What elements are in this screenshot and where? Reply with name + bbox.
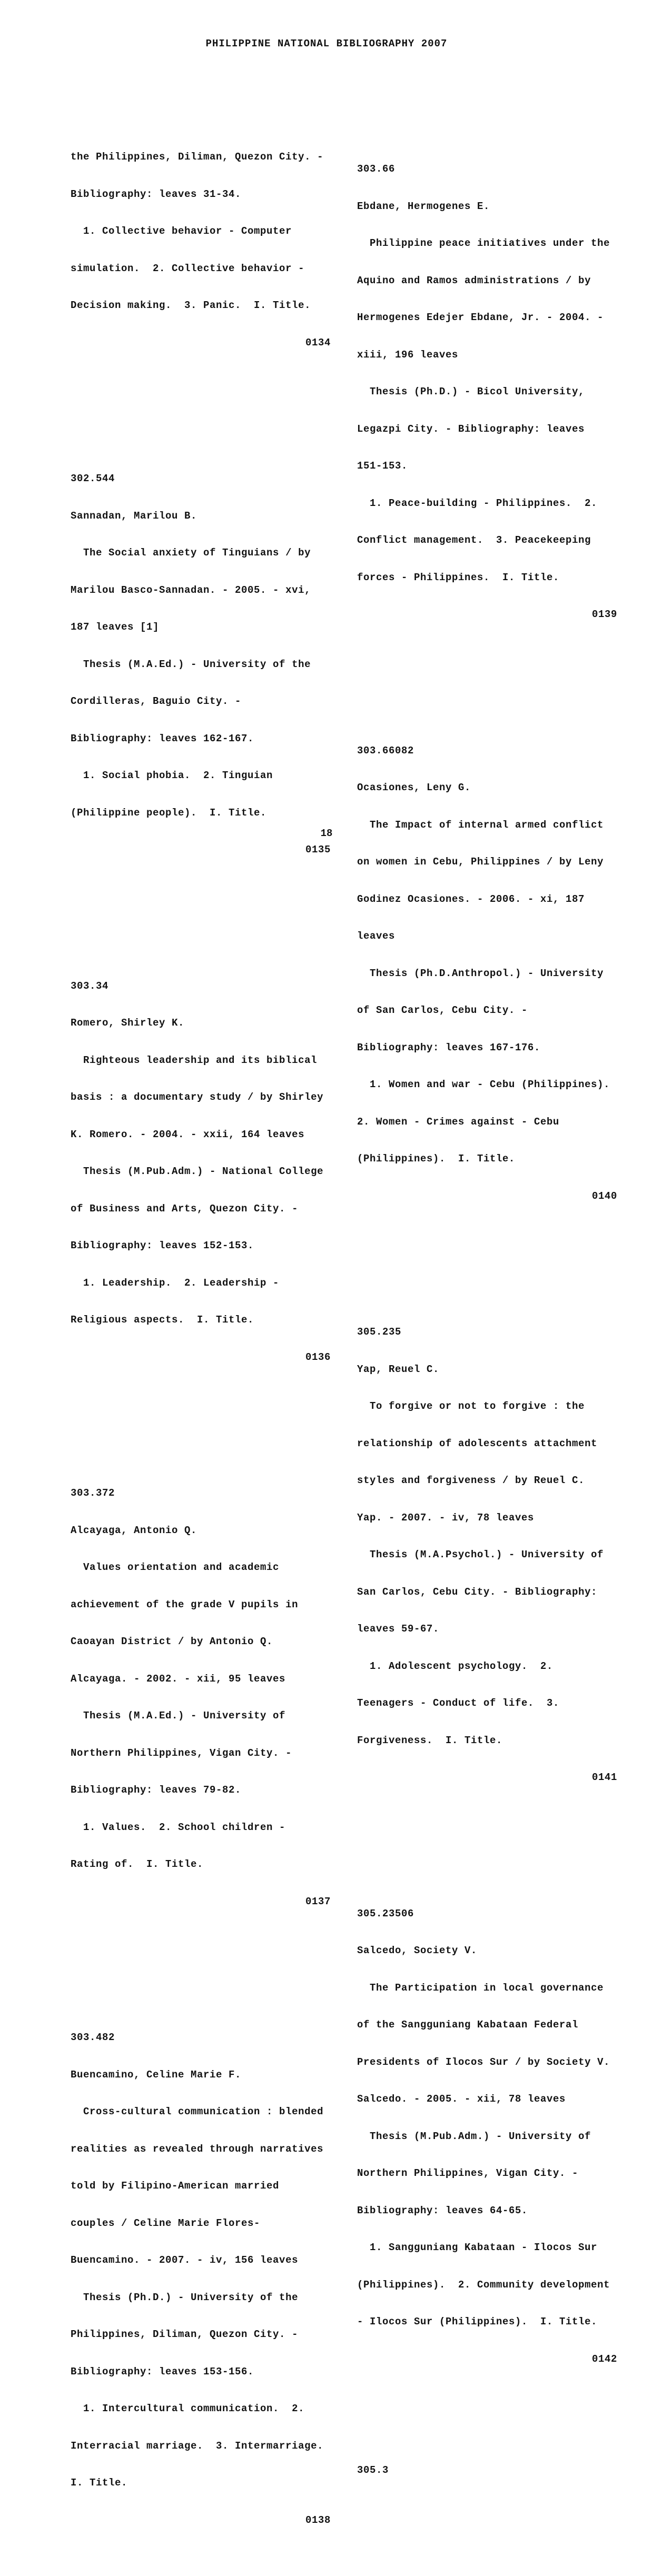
entry-line: Values orientation and academic <box>71 1561 280 1573</box>
entry-line: Thesis (Ph.D.) - Bicol University, <box>357 386 585 397</box>
entry-line: 1. Social phobia. 2. Tinguian <box>71 770 273 781</box>
entry-line: leaves <box>357 930 395 942</box>
entry-line: Teenagers - Conduct of life. 3. <box>357 1697 560 1709</box>
entry-line: 1. Women and war - Cebu (Philippines). <box>357 1079 610 1090</box>
entry-line: of the Sangguniang Kabataan Federal <box>357 2019 579 2031</box>
entry-line: on women in Cebu, Philippines / by Leny <box>357 856 604 868</box>
entry-line: - Ilocos Sur (Philippines). I. Title. <box>357 2316 598 2328</box>
entry-number: 0140 <box>591 1190 617 1202</box>
entry-line: Bibliography: leaves 79-82. <box>71 1784 242 1796</box>
entry-line: Northern Philippines, Vigan City. - <box>71 1747 292 1759</box>
entry-line: styles and forgiveness / by Reuel C. <box>357 1475 585 1486</box>
entry-line: San Carlos, Cebu City. - Bibliography: <box>357 1586 598 1598</box>
continued-entry <box>71 126 334 374</box>
entry-line: of San Carlos, Cebu City. - <box>357 1004 528 1016</box>
entry-line: (Philippines). 2. Community development <box>357 2279 610 2291</box>
entry-line: Bibliography: leaves 153-156. <box>71 2365 254 2378</box>
entry-line: Presidents of Ilocos Sur / by Society V. <box>357 2056 610 2068</box>
entry-line: Salcedo. - 2005. - xii, 78 leaves <box>357 2093 566 2105</box>
author: Ocasiones, Leny G. <box>357 782 471 793</box>
class-number: 303.482 <box>71 2032 115 2043</box>
entry-line: leaves 59-67. <box>357 1623 440 1635</box>
entry-line: Northern Philippines, Vigan City. - <box>357 2167 579 2179</box>
entry-line: 151-153. <box>357 460 408 472</box>
class-number: 303.66082 <box>357 744 414 757</box>
bibliography-entry <box>71 2007 334 2551</box>
entry-number: 0142 <box>591 2353 617 2365</box>
entry-line: Forgiveness. I. Title. <box>357 1734 503 1746</box>
page-header: PHILIPPINE NATIONAL BIBLIOGRAPHY 2007 <box>205 38 448 49</box>
entry-line: 1. Intercultural communication. 2. <box>71 2403 305 2414</box>
entry-number: 0138 <box>305 2514 331 2526</box>
right-column <box>357 114 620 2502</box>
entry-line: Thesis (M.A.Ed.) - University of the <box>71 658 311 670</box>
entry-line: (Philippine people). I. Title. <box>71 807 267 819</box>
bibliography-entry <box>71 956 334 1389</box>
entry-line: Buencamino. - 2007. - iv, 156 leaves <box>71 2254 299 2266</box>
entry-line: 1. Peace-building - Philippines. 2. <box>357 497 598 509</box>
entry-line: basis : a documentary study / by Shirley <box>71 1091 324 1103</box>
entry-line: Marilou Basco-Sannadan. - 2005. - xvi, <box>71 584 311 596</box>
entry-line: Bibliography: leaves 162-167. <box>71 732 254 744</box>
class-number: 305.23506 <box>357 1907 414 1919</box>
entry-line: 1. Collective behavior - Computer <box>71 225 292 237</box>
entry-line: the Philippines, Diliman, Quezon City. - <box>71 151 324 163</box>
class-number: 305.235 <box>357 1326 402 1338</box>
entry-line: told by Filipino-American married <box>71 2180 280 2192</box>
entry-line: Hermogenes Edejer Ebdane, Jr. - 2004. - <box>357 312 604 323</box>
entry-line: Righteous leadership and its biblical <box>71 1054 318 1066</box>
entry-line: The Impact of internal armed conflict <box>357 819 604 831</box>
bibliography-entry <box>357 1301 620 1809</box>
entry-line: Thesis (M.A.Psychol.) - University of <box>357 1549 604 1560</box>
entry-line: To forgive or not to forgive : the <box>357 1400 585 1412</box>
entry-line: 2. Women - Crimes against - Cebu <box>357 1116 560 1128</box>
entry-line: Godinez Ocasiones. - 2006. - xi, 187 <box>357 893 585 905</box>
entry-line: The Social anxiety of Tinguians / by <box>71 547 311 559</box>
entry-line: Rating of. I. Title. <box>71 1858 204 1870</box>
entry-line: forces - Philippines. I. Title. <box>357 571 560 583</box>
entry-line: relationship of adolescents attachment <box>357 1437 598 1449</box>
bibliography-entry <box>357 720 620 1228</box>
entry-line: (Philippines). I. Title. <box>357 1153 516 1165</box>
entry-number: 0135 <box>305 844 331 856</box>
entry-line: Interracial marriage. 3. Intermarriage. <box>71 2440 324 2452</box>
entry-number: 0134 <box>305 336 331 349</box>
entry-line: xiii, 196 leaves <box>357 349 459 361</box>
entry-line: Decision making. 3. Panic. I. Title. <box>71 300 311 311</box>
entry-line: of Business and Arts, Quezon City. - <box>71 1202 299 1215</box>
next-class-number: 305.3 <box>357 2464 389 2476</box>
entry-number: 0139 <box>591 609 617 620</box>
class-number: 303.66 <box>357 163 395 175</box>
class-number: 302.544 <box>71 473 115 484</box>
entry-line: 187 leaves [1] <box>71 621 160 633</box>
entry-line: Caoayan District / by Antonio Q. <box>71 1636 273 1647</box>
entry-line: Bibliography: leaves 167-176. <box>357 1041 541 1053</box>
entry-number: 0141 <box>591 1772 617 1783</box>
author: Alcayaga, Antonio Q. <box>71 1524 197 1536</box>
author: Romero, Shirley K. <box>71 1017 185 1029</box>
entry-line: 1. Adolescent psychology. 2. <box>357 1660 553 1672</box>
entry-line: achievement of the grade V pupils in <box>71 1598 299 1610</box>
author: Ebdane, Hermogenes E. <box>357 200 490 212</box>
entry-line: simulation. 2. Collective behavior - <box>71 262 305 274</box>
entry-line: Philippine peace initiatives under the <box>357 237 610 249</box>
entry-line: Alcayaga. - 2002. - xii, 95 leaves <box>71 1673 286 1685</box>
entry-line: 1. Leadership. 2. Leadership - <box>71 1277 280 1289</box>
entry-line: Thesis (Ph.D.) - University of the <box>71 2291 299 2303</box>
entry-line: Bibliography: leaves 152-153. <box>71 1240 254 1251</box>
entry-line: Philippines, Diliman, Quezon City. - <box>71 2329 299 2340</box>
entry-line: Conflict management. 3. Peacekeeping <box>357 534 591 546</box>
entry-line: realities as revealed through narratives <box>71 2143 324 2155</box>
entry-line: 1. Sangguniang Kabataan - Ilocos Sur <box>357 2242 598 2253</box>
author: Sannadan, Marilou B. <box>71 510 197 522</box>
entry-line: I. Title. <box>71 2477 128 2489</box>
entry-line: Thesis (M.Pub.Adm.) - National College <box>71 1166 324 1177</box>
entry-line: K. Romero. - 2004. - xxii, 164 leaves <box>71 1128 305 1140</box>
entry-line: Religious aspects. I. Title. <box>71 1314 254 1326</box>
page-number: 18 <box>320 828 333 839</box>
entry-line: Cordilleras, Baguio City. - <box>71 695 242 707</box>
entry-number: 0137 <box>305 1895 331 1907</box>
entry-line: Thesis (M.Pub.Adm.) - University of <box>357 2130 591 2142</box>
entry-line: Yap. - 2007. - iv, 78 leaves <box>357 1511 535 1524</box>
entry-line: Bibliography: leaves 31-34. <box>71 188 242 200</box>
author: Salcedo, Society V. <box>357 1945 478 1956</box>
entry-line: Legazpi City. - Bibliography: leaves <box>357 423 585 435</box>
entry-line: Thesis (Ph.D.Anthropol.) - University <box>357 967 604 979</box>
entry-number: 0136 <box>305 1351 331 1363</box>
class-number: 303.372 <box>71 1487 115 1499</box>
entry-line: Cross-cultural communication : blended <box>71 2106 324 2117</box>
author: Yap, Reuel C. <box>357 1363 440 1375</box>
entry-line: The Participation in local governance <box>357 1982 604 1994</box>
bibliography-entry <box>71 1463 334 1933</box>
class-number: 303.34 <box>71 980 109 992</box>
entry-line: Bibliography: leaves 64-65. <box>357 2204 528 2216</box>
bibliography-entry <box>71 448 334 881</box>
bibliography-entry <box>357 138 620 646</box>
entry-line: Thesis (M.A.Ed.) - University of <box>71 1710 286 1722</box>
entry-line: 1. Values. 2. School children - <box>71 1821 286 1833</box>
entry-line: couples / Celine Marie Flores- <box>71 2217 261 2229</box>
author: Buencamino, Celine Marie F. <box>71 2068 242 2081</box>
left-column <box>71 102 334 2576</box>
bibliography-entry <box>357 1883 620 2391</box>
entry-line: Aquino and Ramos administrations / by <box>357 274 591 286</box>
